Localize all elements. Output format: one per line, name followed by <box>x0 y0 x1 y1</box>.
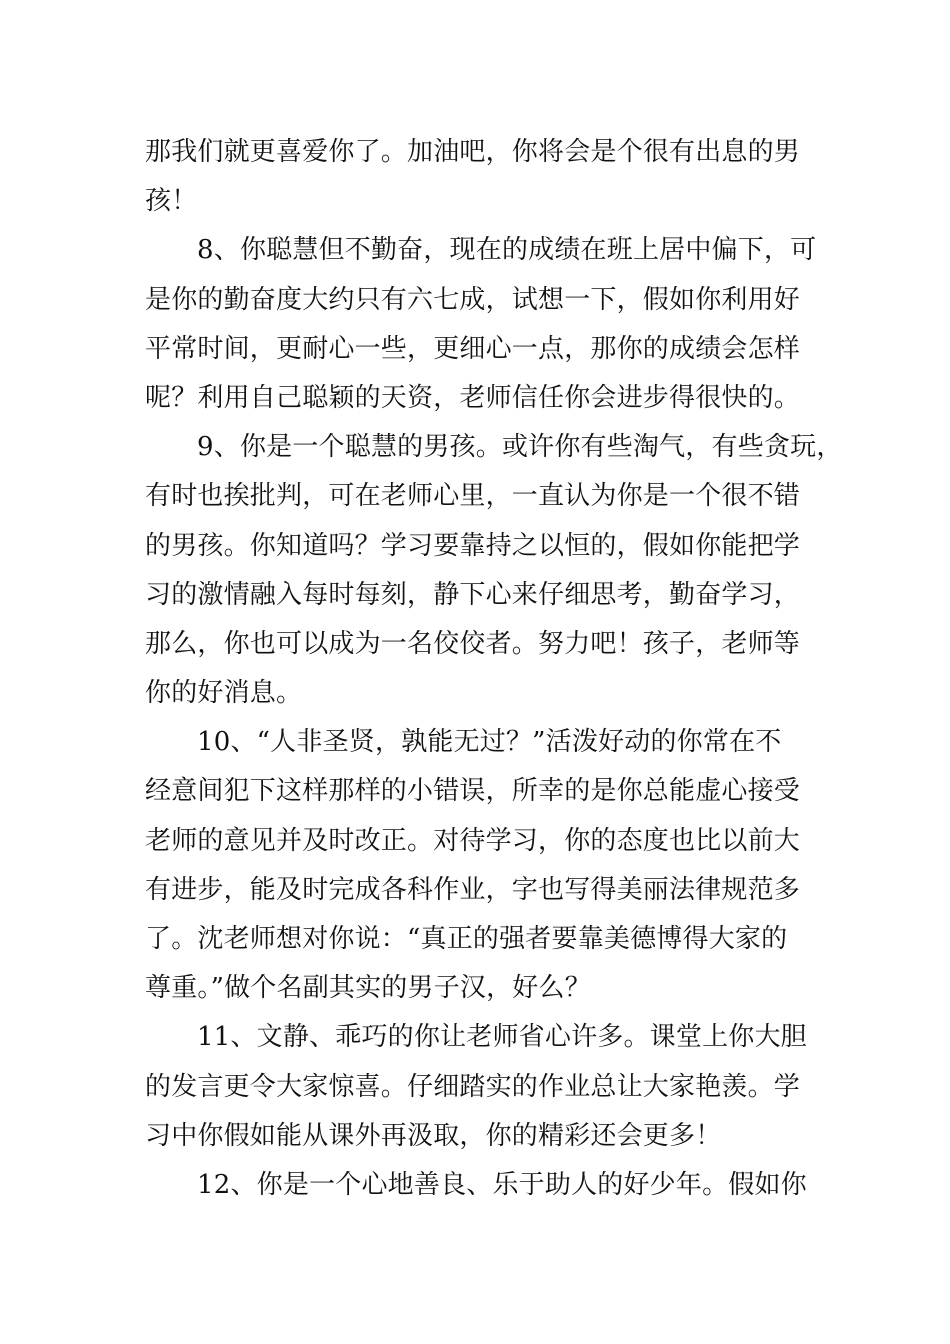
text-line: 习中你假如能从课外再汲取，你的精彩还会更多！ <box>145 1120 722 1151</box>
text-line: 那么，你也可以成为一名佼佼者。努力吧！孩子，老师等 <box>145 628 801 659</box>
text-line: 有时也挨批判，可在老师心里，一直认为你是一个很不错 <box>145 481 801 512</box>
text-line: 的发言更令大家惊喜。仔细踏实的作业总让大家艳羡。学 <box>145 1071 801 1102</box>
paragraph-start-line: 12、你是一个心地善良、乐于助人的好少年。假如你 <box>197 1169 807 1200</box>
text-line: 平常时间，更耐心一些，更细心一点，那你的成绩会怎样 <box>145 333 801 364</box>
paragraph-start-line: 11、文静、乖巧的你让老师省心许多。课堂上你大胆 <box>197 1022 807 1053</box>
paragraph-start-line: 10、“人非圣贤，孰能无过？”活泼好动的你常在不 <box>197 727 782 758</box>
document-body <box>145 128 843 1210</box>
paragraph-start-line: 9、你是一个聪慧的男孩。或许你有些淘气，有些贪玩， <box>197 432 843 463</box>
text-line: 经意间犯下这样那样的小错误，所幸的是你总能虚心接受 <box>145 776 801 807</box>
text-line: 了。沈老师想对你说：“真正的强者要靠美德博得大家的 <box>145 924 788 954</box>
paragraph-start-line: 8、你聪慧但不勤奋，现在的成绩在班上居中偏下，可 <box>197 235 817 266</box>
text-line: 你的好消息。 <box>145 678 303 709</box>
text-line: 那我们就更喜爱你了。加油吧，你将会是个很有出息的男 <box>145 137 801 167</box>
text-line: 尊重。”做个名副其实的男子汉，好么？ <box>145 973 591 1004</box>
text-line: 老师的意见并及时改正。对待学习，你的态度也比以前大 <box>145 825 801 856</box>
text-line: 的男孩。你知道吗？学习要靠持之以恒的，假如你能把学 <box>145 530 801 561</box>
text-line: 习的激情融入每时每刻，静下心来仔细思考，勤奋学习， <box>145 579 801 610</box>
text-line: 是你的勤奋度大约只有六七成，试想一下，假如你利用好 <box>145 284 801 315</box>
text-line: 呢？利用自己聪颖的天资，老师信任你会进步得很快的。 <box>145 382 801 413</box>
text-line: 孩！ <box>145 186 198 217</box>
text-line: 有进步，能及时完成各科作业，字也写得美丽法律规范多 <box>145 874 801 905</box>
